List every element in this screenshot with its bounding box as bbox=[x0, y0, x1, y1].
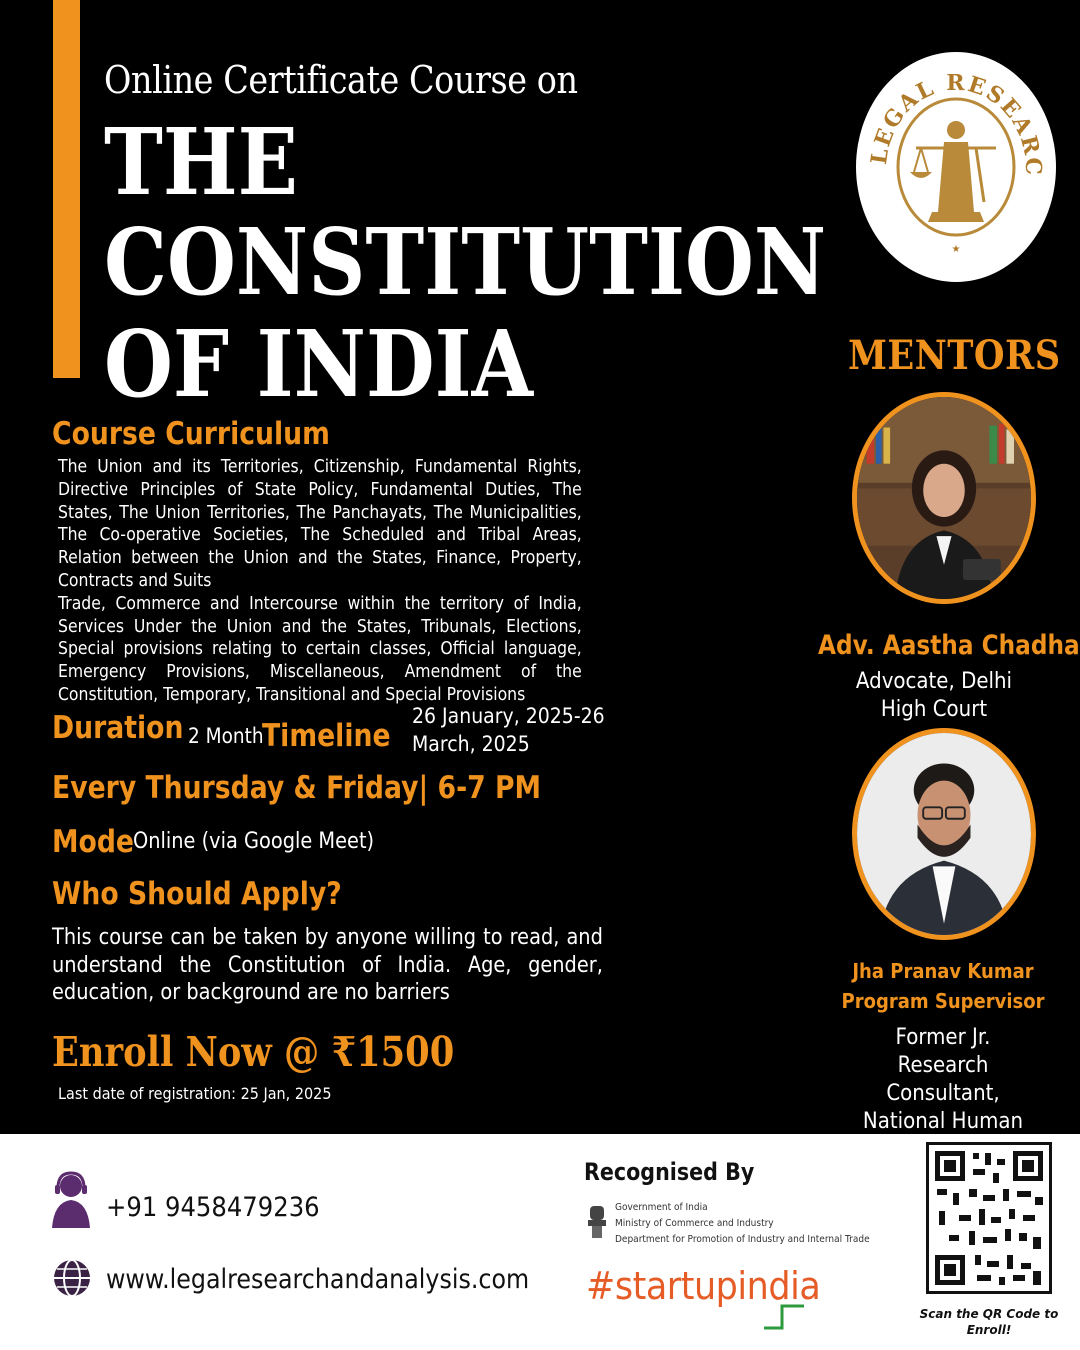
svg-text:LEGAL RESEARCH AND ANALYSIS: LEGAL RESEARC bbox=[865, 69, 1047, 178]
step-arrow-icon bbox=[762, 1302, 806, 1330]
duration-label: Duration bbox=[52, 710, 184, 746]
curriculum-paragraph: Trade, Commerce and Intercourse within the territory of India, Services Under the Union and the States, Tribunals, Elections, Special provisions relating to certain classes, Official language, Emergency Provisions, Miscellaneous, Amendment of the Constitution, Temporary, Transitional and Special Provisions bbox=[58, 592, 582, 705]
curriculum-text bbox=[58, 456, 582, 707]
mentor-photo-aastha-chadha bbox=[852, 392, 1036, 604]
globe-icon bbox=[52, 1258, 92, 1298]
lady-justice-icon bbox=[856, 52, 1056, 282]
qr-code-icon bbox=[929, 1145, 1049, 1291]
avatar-icon bbox=[857, 397, 1031, 599]
mentor-role: Advocate, Delhi High Court bbox=[855, 669, 1013, 722]
gov-line: Department for Promotion of Industry and Internal Trade bbox=[615, 1234, 870, 1245]
legal-research-logo bbox=[856, 52, 1056, 282]
mentor-name: Adv. Aastha Chadha bbox=[818, 630, 1080, 661]
title-line-3: OF INDIA bbox=[104, 310, 533, 418]
phone-number[interactable]: +91 9458479236 bbox=[106, 1192, 320, 1223]
who-should-apply-heading: Who Should Apply? bbox=[52, 876, 342, 912]
startupindia-logo: #startupindia bbox=[586, 1264, 821, 1308]
course-subtitle: Online Certificate Course on bbox=[104, 58, 578, 102]
recognised-by-heading: Recognised By bbox=[584, 1158, 755, 1186]
mentor-photo-pranav-kumar bbox=[852, 728, 1036, 940]
duration-value: 2 Month bbox=[188, 724, 264, 748]
timeline-label: Timeline bbox=[262, 718, 391, 754]
svg-text:★: ★ bbox=[951, 244, 961, 255]
avatar-icon bbox=[857, 733, 1031, 935]
mode-label: Mode bbox=[52, 824, 135, 860]
mentor-name: Jha Pranav Kumar Program Supervisor bbox=[841, 959, 1045, 1013]
schedule-text: Every Thursday & Friday| 6-7 PM bbox=[52, 770, 542, 806]
enroll-qr-code[interactable] bbox=[926, 1142, 1052, 1294]
title-line-2: CONSTITUTION bbox=[104, 208, 827, 316]
mentors-heading: MENTORS bbox=[848, 332, 1061, 379]
gov-line: Ministry of Commerce and Industry bbox=[615, 1218, 774, 1229]
mode-value: Online (via Google Meet) bbox=[133, 829, 375, 854]
website-link[interactable]: www.legalresearchandanalysis.com bbox=[106, 1264, 530, 1295]
mentor-role: Former Jr. Research Consultant, National Human bbox=[862, 1025, 1024, 1134]
qr-caption: Scan the QR Code to Enroll! bbox=[919, 1307, 1059, 1337]
accent-bar bbox=[53, 0, 80, 378]
title-line-1: THE bbox=[104, 108, 298, 216]
support-agent-icon bbox=[50, 1170, 92, 1230]
enroll-now-price[interactable]: Enroll Now @ ₹1500 bbox=[52, 1028, 455, 1076]
national-emblem-icon bbox=[586, 1202, 608, 1242]
gov-line: Government of India bbox=[615, 1202, 708, 1213]
timeline-value: 26 January, 2025-26 March, 2025 bbox=[412, 704, 605, 756]
curriculum-paragraph: The Union and its Territories, Citizenship, Fundamental Rights, Directive Principles of State Policy, Fundamental Duties, The States, The Union Territories, The Panchayats, The Municipalities, The Co-operative Societies, The Scheduled and Tribal Areas, Relation between the Union and the States, Finance, Property, Contracts and Suits bbox=[58, 456, 582, 591]
footer bbox=[0, 1134, 1080, 1350]
who-should-apply-text: This course can be taken by anyone willing to read, and understand the Constitution of India. Age, gender, education, or background are no barriers bbox=[52, 925, 603, 1005]
curriculum-heading: Course Curriculum bbox=[52, 416, 330, 452]
last-registration-date: Last date of registration: 25 Jan, 2025 bbox=[58, 1084, 332, 1103]
government-text bbox=[615, 1200, 870, 1248]
